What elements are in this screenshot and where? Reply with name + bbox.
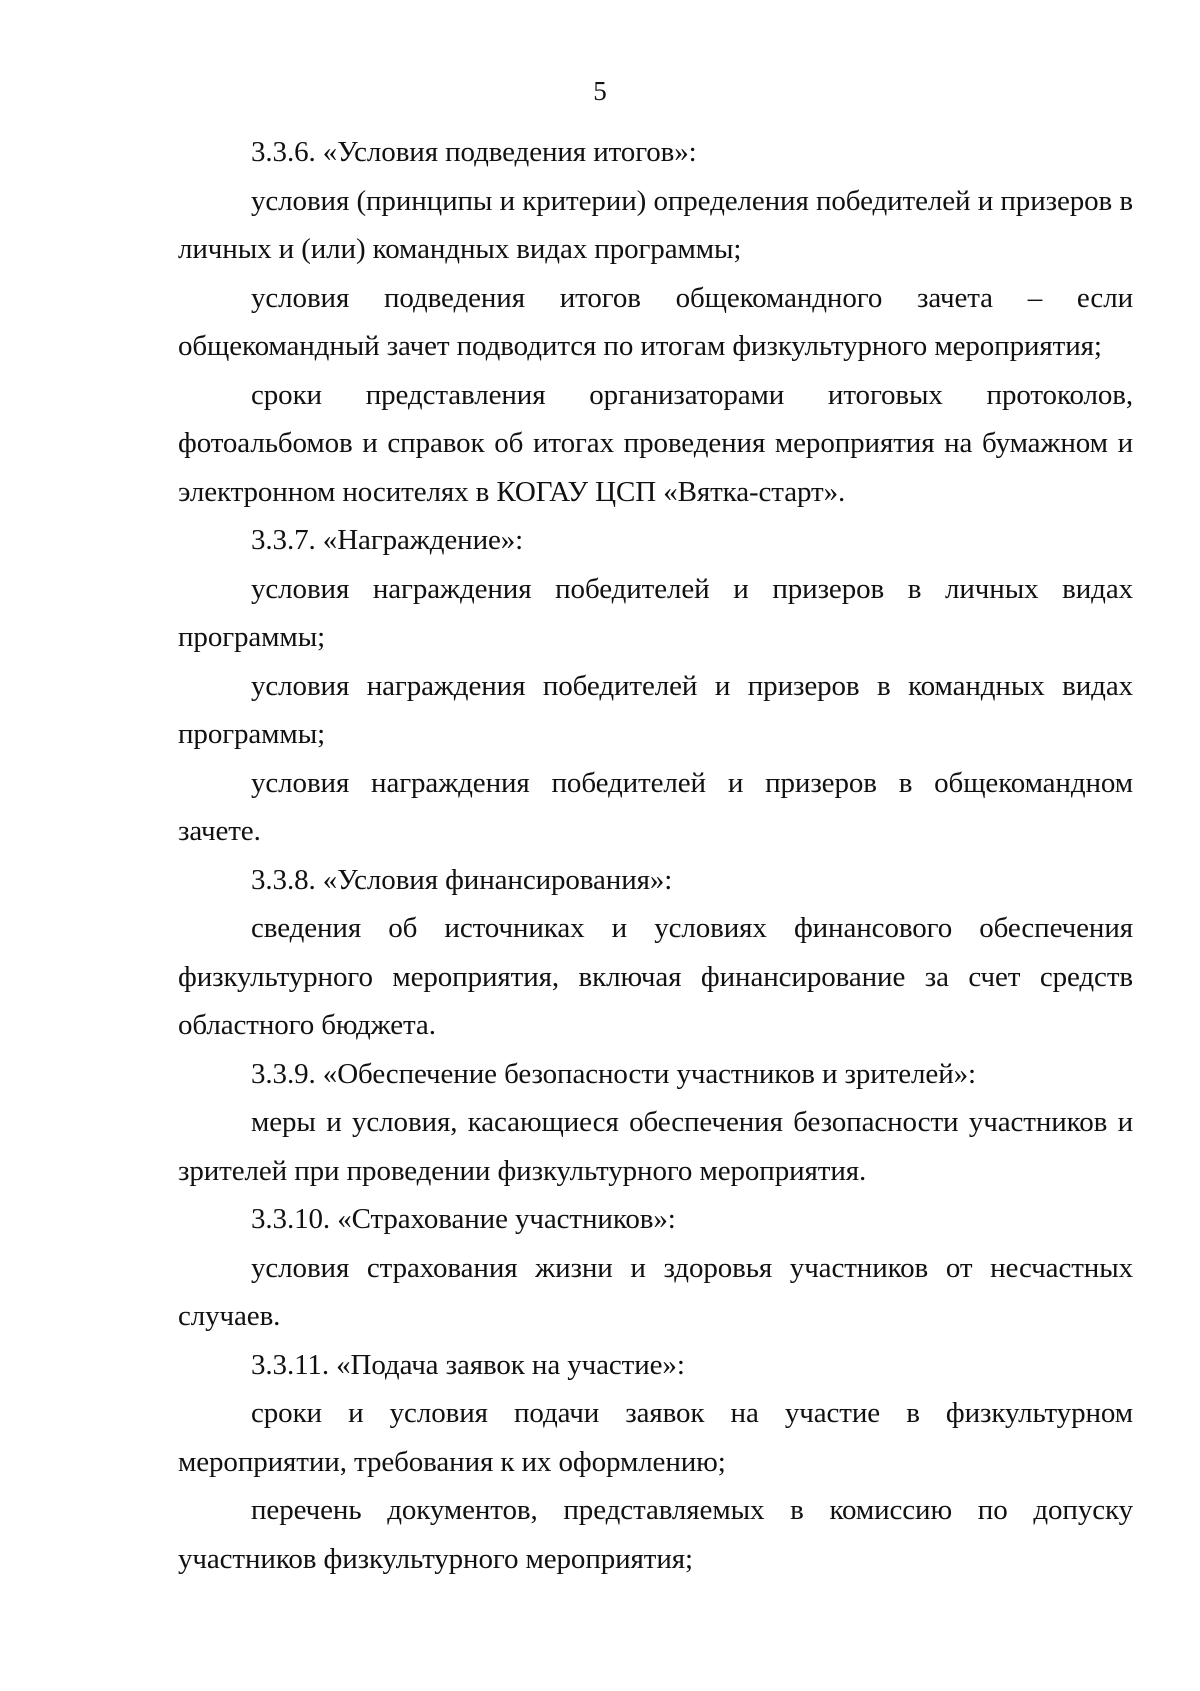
- paragraph-award-individual: условия награждения победителей и призеров в личных видах программы;: [178, 572, 1133, 653]
- paragraph-funding: сведения об источниках и условиях финансового обеспечения физкультурного мероприятия, включая финансирование за счет средств областного бюджета.: [178, 912, 1133, 1041]
- heading-3-3-6: 3.3.6. «Условия подведения итогов»:: [251, 136, 697, 168]
- paragraph-documents-list: перечень документов, представляемых в комиссию по допуску участников физкультурного мероприятия;: [178, 1494, 1133, 1575]
- paragraph-application-terms: сроки и условия подачи заявок на участие в физкультурном мероприятии, требования к их оформлению;: [178, 1397, 1133, 1478]
- paragraph-award-overall: условия награждения победителей и призеров в общекомандном зачете.: [178, 766, 1133, 847]
- document-body: [178, 128, 1133, 1583]
- heading-3-3-9: 3.3.9. «Обеспечение безопасности участников и зрителей»:: [251, 1057, 976, 1090]
- paragraph-award-team: условия награждения победителей и призеров в командных видах программы;: [178, 669, 1133, 750]
- paragraph-insurance: условия страхования жизни и здоровья участников от несчастных случаев.: [178, 1251, 1133, 1332]
- paragraph-team-scoring: условия подведения итогов общекомандного зачета – если общекомандный зачет подводится по итогам физкультурного мероприятия;: [178, 281, 1133, 362]
- heading-3-3-11: 3.3.11. «Подача заявок на участие»:: [251, 1348, 685, 1381]
- heading-3-3-10: 3.3.10. «Страхование участников»:: [251, 1203, 676, 1235]
- heading-3-3-8: 3.3.8. «Условия финансирования»:: [251, 863, 673, 896]
- page-number: 5: [593, 76, 607, 106]
- heading-3-3-7: 3.3.7. «Награждение»:: [251, 524, 524, 556]
- paragraph-report-deadlines: сроки представления организаторами итоговых протоколов, фотоальбомов и справок об итогах проведения мероприятия на бумажном и электронном носителях в КОГАУ ЦСП «Вятка-старт».: [178, 378, 1133, 508]
- paragraph-winner-criteria: условия (принципы и критерии) определения победителей и призеров в личных и (или) командных видах программы;: [178, 184, 1133, 265]
- paragraph-safety: меры и условия, касающиеся обеспечения безопасности участников и зрителей при проведении физкультурного мероприятия.: [178, 1106, 1133, 1187]
